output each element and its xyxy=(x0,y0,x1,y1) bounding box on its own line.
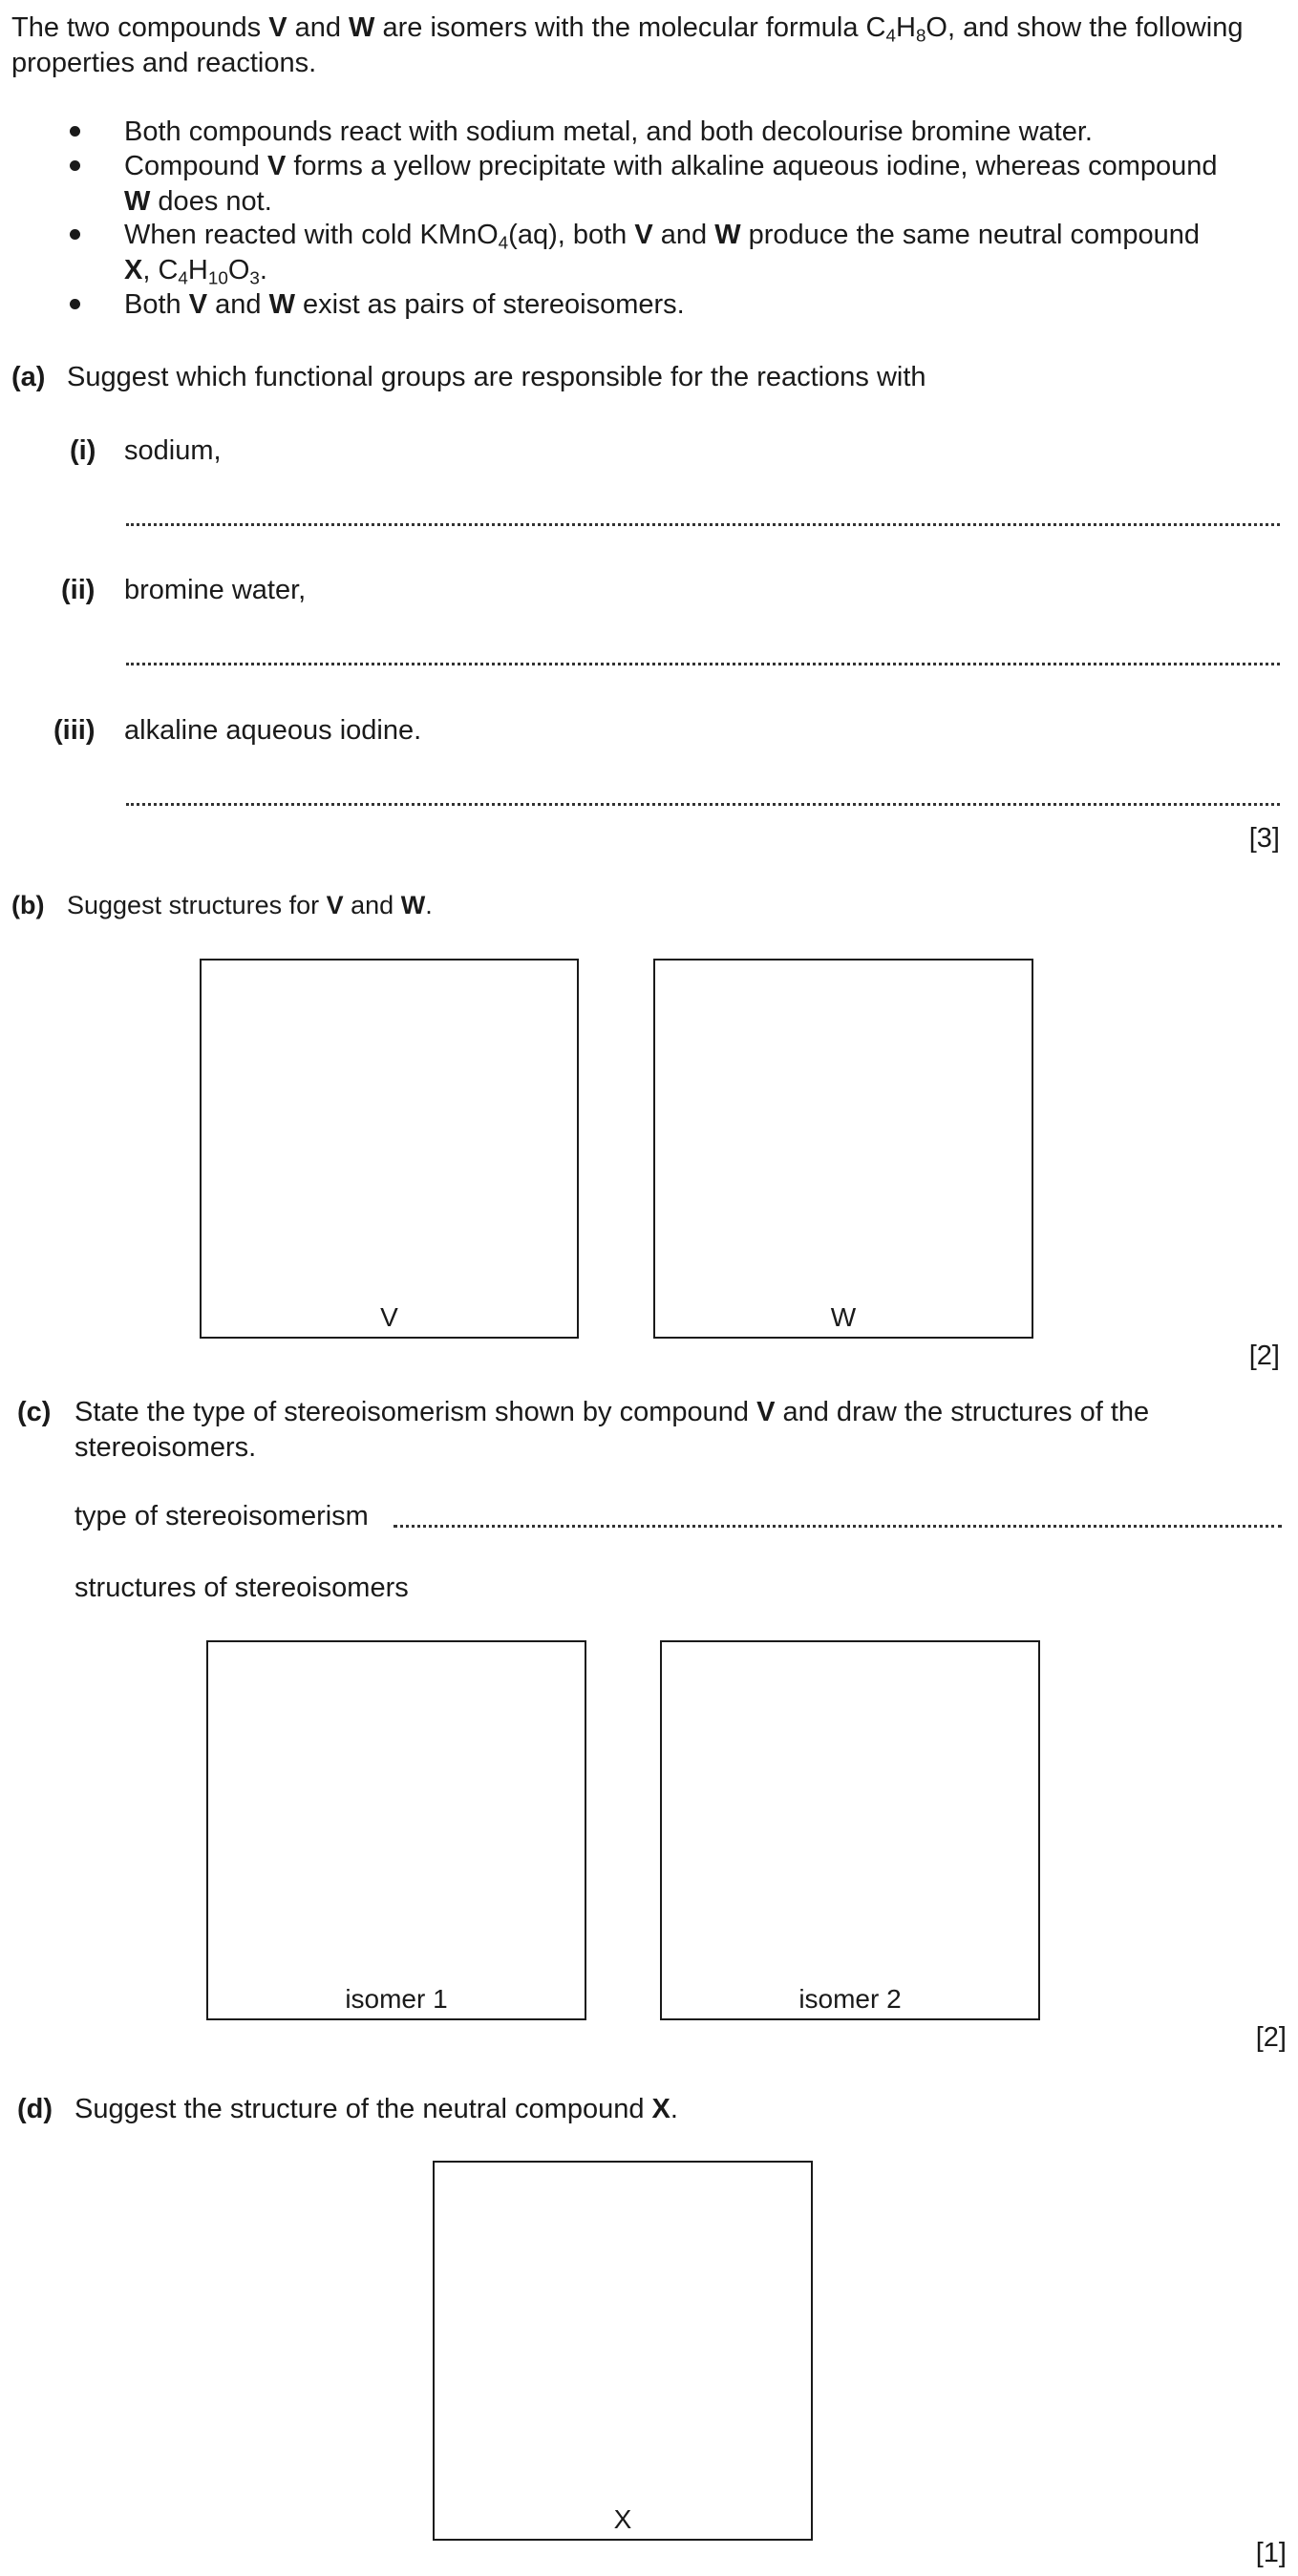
bullet-text: , C xyxy=(142,255,179,285)
question-text: and draw the structures of the xyxy=(775,1397,1150,1427)
answer-box-isomer-1[interactable] xyxy=(206,1640,586,2020)
compound-V: V xyxy=(326,891,344,919)
part-d-marks: [1] xyxy=(1255,2538,1287,2568)
bullet-2-line-2 xyxy=(124,185,272,219)
part-a-i-number: (i) xyxy=(70,435,96,466)
compound-W: W xyxy=(714,220,741,250)
part-a-number: (a) xyxy=(11,362,46,392)
box-label-X: X xyxy=(613,2504,632,2534)
question-text: Suggest structures for xyxy=(67,891,327,919)
part-b-marks: [2] xyxy=(1248,1341,1280,1371)
bullet-4 xyxy=(124,288,685,322)
part-d-question xyxy=(74,2093,678,2126)
bullet-text: . xyxy=(259,255,267,285)
compound-V: V xyxy=(268,12,287,43)
bullet-text: When reacted with cold KMnO xyxy=(124,220,499,250)
bullet-3-line-2 xyxy=(124,254,267,287)
bullet-dot xyxy=(70,229,80,240)
part-b-number: (b) xyxy=(11,891,45,919)
question-text: . xyxy=(425,891,433,919)
answer-line-a-ii[interactable] xyxy=(126,663,1280,665)
box-label-isomer-1: isomer 1 xyxy=(345,1984,448,2014)
intro-line-1 xyxy=(11,11,1244,45)
subscript: 3 xyxy=(249,267,260,288)
part-d-number: (d) xyxy=(17,2094,53,2124)
part-c-question-line-1 xyxy=(74,1396,1149,1429)
compound-W: W xyxy=(400,891,426,919)
bullet-text: produce the same neutral compound xyxy=(740,220,1200,250)
compound-V: V xyxy=(188,289,208,320)
bullet-text: forms a yellow precipitate with alkaline aqueous iodine, whereas compound xyxy=(286,151,1218,181)
part-a-ii-text: bromine water, xyxy=(124,575,307,605)
compound-X: X xyxy=(124,255,143,285)
answer-line-type[interactable] xyxy=(394,1525,1282,1528)
compound-V: V xyxy=(756,1397,776,1427)
bullet-text: and xyxy=(207,289,269,320)
bullet-text: H xyxy=(187,255,208,285)
question-text: State the type of stereoisomerism shown by compound xyxy=(74,1397,757,1427)
bullet-dot xyxy=(70,299,80,309)
subscript: 4 xyxy=(498,232,509,253)
answer-box-X[interactable] xyxy=(433,2161,813,2541)
compound-W: W xyxy=(349,12,375,43)
intro-text: H xyxy=(895,12,916,43)
question-text: . xyxy=(670,2094,678,2124)
type-of-stereoisomerism-label: type of stereoisomerism xyxy=(74,1501,369,1531)
bullet-text: Both xyxy=(124,289,189,320)
compound-W: W xyxy=(124,186,151,217)
subscript: 4 xyxy=(885,25,896,46)
answer-line-a-i[interactable] xyxy=(126,523,1280,526)
part-a-ii-number: (ii) xyxy=(61,575,96,605)
subscript: 10 xyxy=(207,267,228,288)
question-text: Suggest the structure of the neutral compound xyxy=(74,2094,652,2124)
part-a-i-text: sodium, xyxy=(124,435,222,466)
part-a-marks: [3] xyxy=(1248,823,1280,854)
part-a-iii-number: (iii) xyxy=(53,715,96,746)
intro-line-2: properties and reactions. xyxy=(11,48,317,78)
box-label-W: W xyxy=(830,1302,857,1332)
bullet-text: exist as pairs of stereoisomers. xyxy=(294,289,685,320)
subscript: 8 xyxy=(915,25,926,46)
intro-text: and xyxy=(287,12,350,43)
structures-label: structures of stereoisomers xyxy=(74,1573,409,1603)
box-label-V: V xyxy=(380,1302,398,1332)
part-b-question xyxy=(67,890,433,920)
answer-line-a-iii[interactable] xyxy=(126,803,1280,806)
bullet-text: and xyxy=(652,220,715,250)
bullet-3-line-1 xyxy=(124,219,1200,252)
intro-text: are isomers with the molecular formula C xyxy=(374,12,886,43)
part-a-question: Suggest which functional groups are responsible for the reactions with xyxy=(67,362,926,392)
compound-X: X xyxy=(651,2094,670,2124)
intro-text: O, and show the following xyxy=(926,12,1244,43)
answer-box-V[interactable] xyxy=(200,959,579,1339)
box-label-isomer-2: isomer 2 xyxy=(798,1984,902,2014)
bullet-text: O xyxy=(227,255,250,285)
bullet-text: does not. xyxy=(150,186,272,217)
part-c-question-line-2: stereoisomers. xyxy=(74,1432,257,1463)
intro-text: The two compounds xyxy=(11,12,269,43)
answer-box-isomer-2[interactable] xyxy=(660,1640,1040,2020)
answer-box-W[interactable] xyxy=(653,959,1033,1339)
part-a-iii-text: alkaline aqueous iodine. xyxy=(124,715,422,746)
compound-V: V xyxy=(634,220,653,250)
bullet-text: (aq), both xyxy=(508,220,635,250)
part-c-number: (c) xyxy=(17,1397,52,1427)
compound-W: W xyxy=(268,289,295,320)
bullet-2-line-1 xyxy=(124,150,1218,183)
part-c-marks: [2] xyxy=(1255,2022,1287,2053)
bullet-dot xyxy=(70,126,80,137)
compound-V: V xyxy=(266,151,287,181)
bullet-1: Both compounds react with sodium metal, and both decolourise bromine water. xyxy=(124,116,1093,147)
question-text: and xyxy=(343,891,401,919)
bullet-dot xyxy=(70,160,80,171)
subscript: 4 xyxy=(178,267,188,288)
bullet-text: Compound xyxy=(124,151,267,181)
